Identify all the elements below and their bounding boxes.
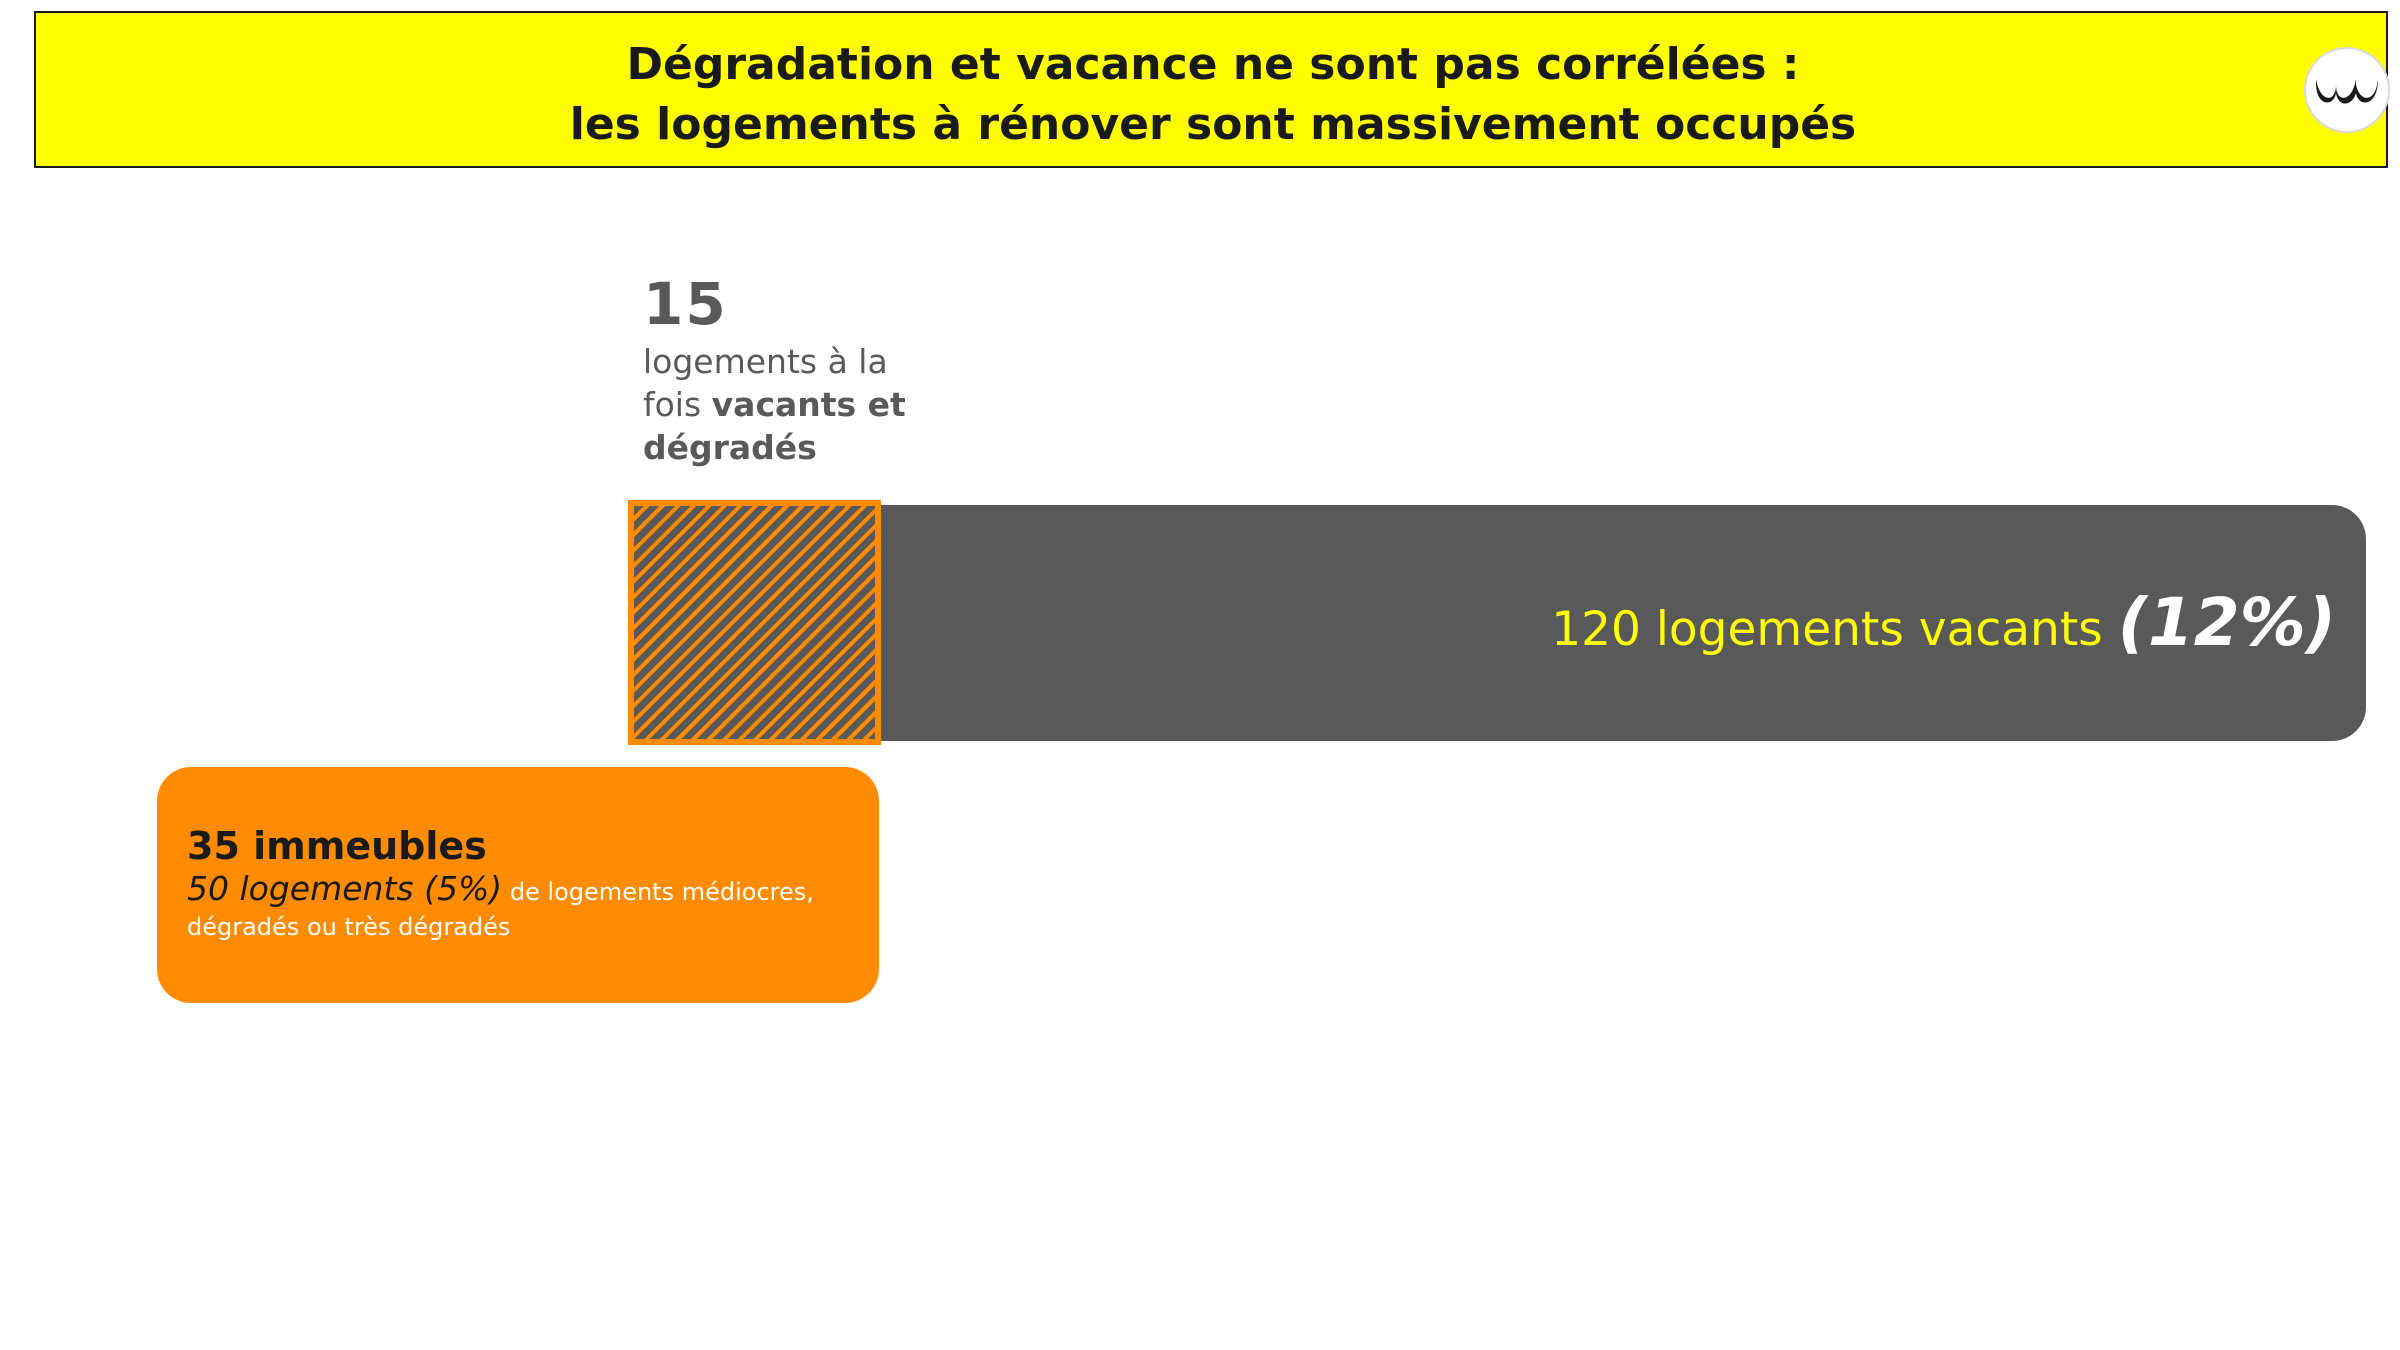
overlap-text-line-2 — [643, 383, 933, 426]
overlap-text-bold-2: dégradés — [643, 428, 817, 467]
degraded-housing-text: de logements médiocres, dégradés ou très dégradés — [187, 878, 814, 941]
degraded-housing-count: 50 logements (5%) — [187, 869, 503, 908]
overlap-annotation — [643, 268, 933, 469]
vacant-housing-percent: (12%) — [2117, 584, 2336, 661]
page-title-line-2: les logements à rénover sont massivement occupés — [569, 99, 1857, 150]
overlap-text-line-1: logements à la — [643, 342, 888, 381]
logo-mark-icon — [2314, 73, 2380, 107]
page-title — [36, 35, 2390, 155]
degraded-buildings-count: 35 immeubles — [187, 824, 487, 868]
vacant-housing-count: 120 logements vacants — [1551, 602, 2103, 657]
vacant-housing-label — [1551, 585, 2336, 668]
brand-logo-icon — [2304, 47, 2390, 133]
page-title-line-1: Dégradation et vacance ne sont pas corrélées : — [626, 39, 1800, 90]
vacant-housing-bar — [878, 505, 2366, 741]
degraded-housing-description — [187, 871, 867, 945]
overlap-description — [643, 340, 933, 469]
overlap-hatched-area — [628, 500, 881, 745]
overlap-text-bold: vacants et — [711, 385, 906, 424]
overlap-text-line-3 — [643, 426, 933, 469]
degraded-housing-box — [157, 767, 879, 1003]
overlap-text-plain: fois — [643, 385, 702, 424]
header-banner — [34, 11, 2388, 168]
overlap-count: 15 — [643, 270, 728, 338]
